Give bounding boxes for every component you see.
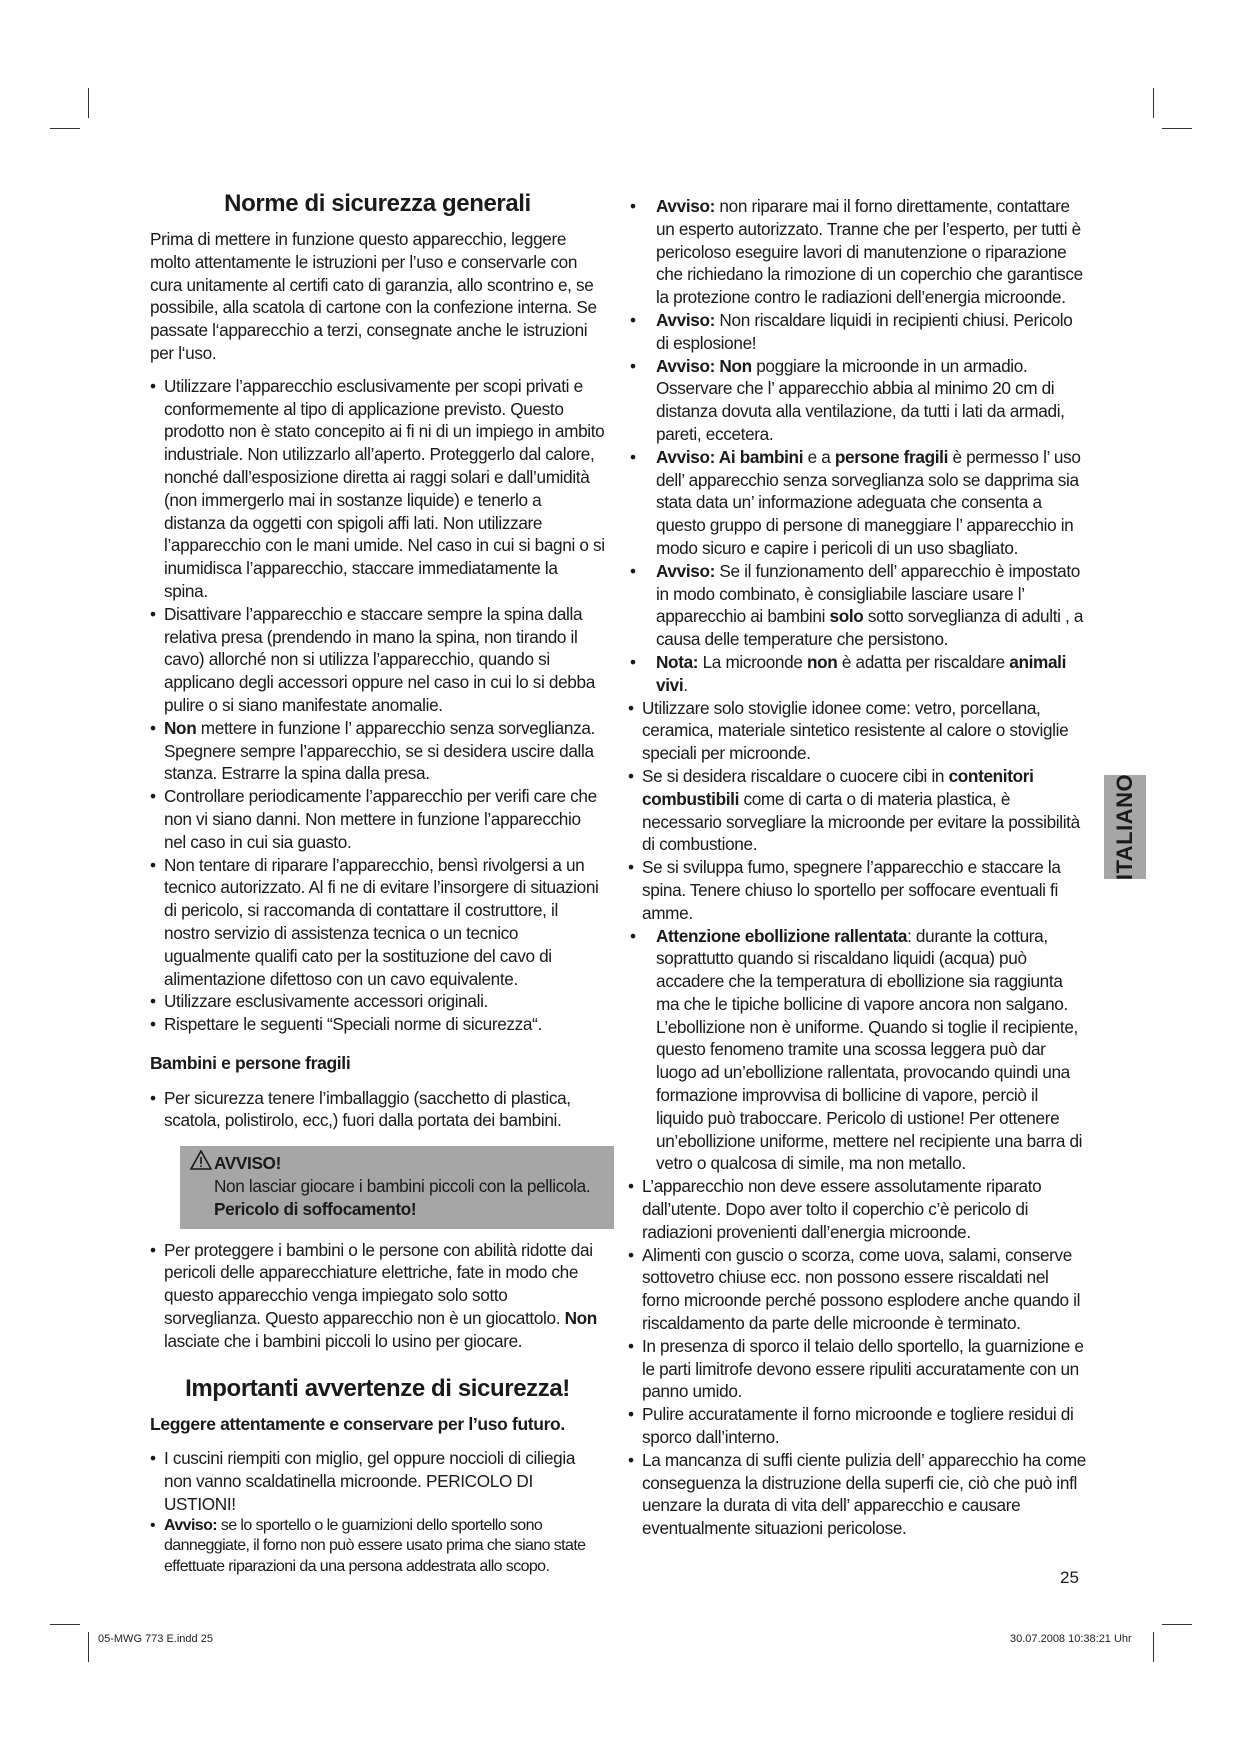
warning-box xyxy=(180,1146,614,1228)
list-item: • Per sicurezza tenere l’imballaggio (sacchetto di plastica, scatola, polistirolo, ecc,) fuori dalla portata dei bambini. xyxy=(150,1087,605,1133)
important-list xyxy=(150,1447,605,1577)
children-list xyxy=(150,1087,605,1133)
crop-mark xyxy=(88,88,89,118)
list-item: • Avviso: Se il funzionamento dell’ apparecchio è impostato in modo combinato, è consigliabile lasciare usare l’ apparecchio ai bambini solo sotto sorveglianza di adulti , a causa delle temperature che persistono. xyxy=(628,560,1088,651)
warning-title: AVVISO! xyxy=(214,1153,281,1174)
crop-mark xyxy=(1153,88,1154,118)
intro-paragraph: Prima di mettere in funzione questo apparecchio, leggere molto attentamente le istruzioni per l’uso e conservarle con cura unitamente al certifi cato di garanzia, allo scontrino e, se possibile, alla scatola di cartone con la confezione interna. Se passate l‘apparecchio a terzi, consegnate anche le istruzioni per l‘uso. xyxy=(150,229,597,363)
list-item: • Controllare periodicamente l’apparecchio per verifi care che non vi siano danni. Non mettere in funzione l’apparecchio nel caso in cui sia guasto. xyxy=(150,785,605,853)
list-item: • Rispettare le seguenti “Speciali norme di sicurezza“. xyxy=(150,1013,605,1036)
list-item: • Pulire accuratamente il forno microonde e togliere residui di sporco dall’interno. xyxy=(628,1403,1088,1449)
list-item: • Utilizzare esclusivamente accessori originali. xyxy=(150,990,605,1013)
list-item: • L’apparecchio non deve essere assolutamente riparato dall’utente. Dopo aver tolto il coperchio c’è pericolo di radiazioni provenienti dall’energia microonde. xyxy=(628,1175,1088,1243)
crop-mark xyxy=(1162,1624,1192,1625)
list-item: • In presenza di sporco il telaio dello sportello, la guarnizione e le parti limitrofe devono essere ripuliti accuratamente con un panno umido. xyxy=(628,1335,1088,1403)
footer-file: 05-MWG 773 E.indd 25 xyxy=(98,1633,213,1645)
crop-mark xyxy=(50,128,80,129)
list-item: • Per proteggere i bambini o le persone con abilità ridotte dai pericoli delle apparecchiature elettriche, fate in modo che questo apparecchio venga impiegato solo sotto sorveglianza. Questo apparecchio non è un giocattolo. Non lasciate che i bambini piccoli lo usino per giocare. xyxy=(150,1239,605,1353)
language-tab-label: ITALIANO xyxy=(1112,773,1137,881)
list-item: • Disattivare l’apparecchio e staccare sempre la spina dalla relativa presa (prendendo in mano la spina, non tirando il cavo) allorché non si utilizza l’apparecchio, quando si applicano degli accessori oppure nel caso in cui lo si debba pulire o si siano manifestate anomalie. xyxy=(150,603,605,717)
footer-timestamp: 30.07.2008 10:38:21 Uhr xyxy=(1010,1633,1132,1645)
right-column xyxy=(628,195,1088,1540)
list-item: • Utilizzare l’apparecchio esclusivamente per scopi privati e conformemente al tipo di applicazione previsto. Questo prodotto non è stato concepito ai fi ni di un impiego in ambito industriale. Non utilizzarlo all’aperto. Proteggerlo dal calore, nonché dall’esposizione diretta ai raggi solari e dall’umidità (non immergerlo mai in sostanze liquide) e tenerlo a distanza da oggetti con spigoli affi lati. Non utilizzare l’apparecchio con le mani umide. Nel caso in cui si bagni o si inumidisca l’apparecchio, staccare immediatamente la spina. xyxy=(150,375,605,603)
warning-danger: Pericolo di soffocamento! xyxy=(214,1198,417,1219)
subheading-children: Bambini e persone fragili xyxy=(150,1052,351,1073)
list-item: • Nota: La microonde non è adatta per riscaldare animali vivi. xyxy=(628,651,1088,697)
general-safety-list xyxy=(150,375,605,1036)
crop-mark xyxy=(1162,128,1192,129)
right-list xyxy=(628,195,1088,1540)
list-item: • Avviso: Non poggiare la microonde in un armadio. Osservare che l’ apparecchio abbia al minimo 20 cm di distanza dovuta alla ventilazione, da tutti i lati da armadi, pareti, eccetera. xyxy=(628,355,1088,446)
children-list-2 xyxy=(150,1239,605,1353)
list-item: • I cuscini riempiti con miglio, gel oppure noccioli di ciliegia non vanno scaldatinella microonde. PERICOLO DI USTIONI! xyxy=(150,1447,605,1515)
section-heading-important: Importanti avvertenze di sicurezza! xyxy=(185,1374,570,1402)
list-item: • Utilizzare solo stoviglie idonee come: vetro, porcellana, ceramica, materiale sintetico resistente al calore o stoviglie speciali per microonde. xyxy=(628,697,1088,765)
list-item: • Se si desidera riscaldare o cuocere cibi in contenitori combustibili come di carta o di materia plastica, è necessario sorvegliare la microonde per evitare la possibilità di combustione. xyxy=(628,765,1088,856)
list-item: • Non tentare di riparare l’apparecchio, bensì rivolgersi a un tecnico autorizzato. Al fi ne di evitare l’insorgere di situazioni di pericolo, si raccomanda di contattare il costruttore, il nostro servizio di assistenza tecnica o un tecnico ugualmente qualifi cato per la sostituzione del cavo di alimentazione difettoso con un cavo equivalente. xyxy=(150,854,605,991)
list-item: • Avviso: Non riscaldare liquidi in recipienti chiusi. Pericolo di esplosione! xyxy=(628,309,1088,355)
list-item: • Non mettere in funzione l’ apparecchio senza sorveglianza. Spegnere sempre l’apparecchio, se si desidera uscire dalla stanza. Estrarre la spina dalla presa. xyxy=(150,717,605,785)
list-item: • La mancanza di suffi ciente pulizia dell’ apparecchio ha come conseguenza la distruzione della superfi cie, ciò che può infl uenzare la durata di vita dell’ apparecchio e causare eventualmente situazioni pericolose. xyxy=(628,1449,1088,1540)
crop-mark xyxy=(1153,1632,1154,1662)
list-item: • Avviso: se lo sportello o le guarnizioni dello sportello sono danneggiate, il forno non può essere usato prima che siano state effettuate riparazioni da una persona addestrata allo scopo. xyxy=(150,1516,605,1578)
crop-mark xyxy=(88,1632,89,1662)
list-item: • Avviso: non riparare mai il forno direttamente, contattare un esperto autorizzato. Tranne che per l’esperto, per tutti è pericoloso eseguire lavori di manutenzione o riparazione che richiedano la rimozione di un coperchio che garantisce la protezione contro le radiazioni dell’energia microonde. xyxy=(628,195,1088,309)
section-heading-general-safety: Norme di sicurezza generali xyxy=(224,190,531,217)
language-tab xyxy=(1104,775,1146,879)
page-number: 25 xyxy=(1060,1568,1079,1587)
left-column xyxy=(150,190,605,1577)
list-item: • Avviso: Ai bambini e a persone fragili è permesso l’ uso dell’ apparecchio senza sorveglianza solo se dapprima sia stata data un’ informazione adeguata che consenta a questo gruppo di persone di maneggiare l’ apparecchio in modo sicuro e capire i pericoli di un uso sbagliato. xyxy=(628,446,1088,560)
warning-text: Non lasciar giocare i bambini piccoli con la pellicola. xyxy=(214,1176,591,1197)
warning-triangle-icon xyxy=(190,1150,212,1176)
list-item: • Attenzione ebollizione rallentata: durante la cottura, soprattutto quando si riscaldano liquidi (acqua) può accadere che la temperatura di ebollizione sia raggiunta ma che le tipiche bollicine di vapore ancora non salgano. L’ebollizione non è uniforme. Quando si toglie il recipiente, questo fenomeno tramite una scossa leggera può dar luogo ad un’ebollizione rallentata, provocando quindi una formazione improvvisa di bollicine di vapore, perciò il liquido può traboccare. Pericolo di ustione! Per ottenere un’ebollizione uniforme, mettere nel recipiente una barra di vetro o qualcosa di simile, ma non metallo. xyxy=(628,925,1088,1176)
crop-mark xyxy=(50,1624,80,1625)
subheading-read-carefully: Leggere attentamente e conservare per l’uso futuro. xyxy=(150,1413,565,1434)
list-item: • Alimenti con guscio o scorza, come uova, salami, conserve sottovetro chiuse ecc. non possono essere riscaldati nel forno microonde perché possono esplodere anche quando il riscaldamento da parte delle microonde è terminato. xyxy=(628,1244,1088,1335)
list-item: • Se si sviluppa fumo, spegnere l’apparecchio e staccare la spina. Tenere chiuso lo sportello per soffocare eventuali fi amme. xyxy=(628,856,1088,924)
